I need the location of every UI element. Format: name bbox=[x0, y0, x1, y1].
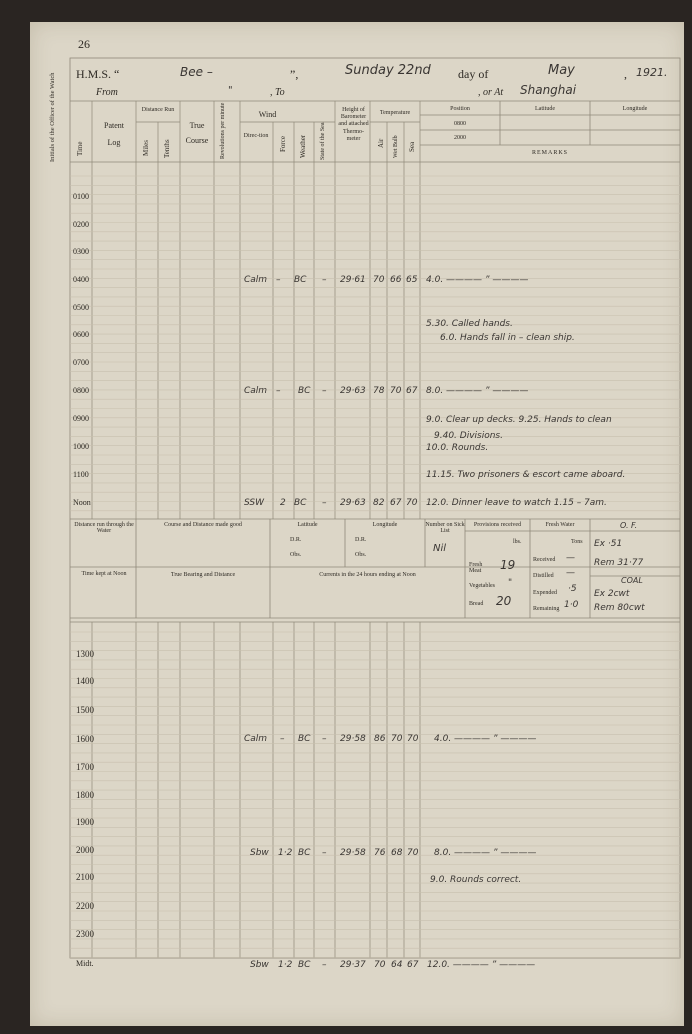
sea-state: – bbox=[322, 275, 327, 285]
year-comma: , bbox=[624, 67, 627, 81]
col-true: True bbox=[189, 121, 205, 130]
received-label: Received bbox=[533, 557, 556, 563]
temp-air: 82 bbox=[373, 498, 385, 508]
temp-wet-bulb: 68 bbox=[391, 848, 403, 858]
remark: 8.0. ———— ” ———— bbox=[434, 848, 537, 858]
bread-value: 20 bbox=[496, 594, 512, 608]
time-label: 0600 bbox=[73, 330, 89, 339]
coal-label: COAL bbox=[621, 576, 643, 585]
tons-label: Tons bbox=[571, 539, 583, 545]
col-air: Air bbox=[377, 138, 385, 148]
time-label: 0900 bbox=[73, 414, 89, 423]
log-month: May bbox=[548, 63, 575, 78]
lat-dr-label: D.R. bbox=[290, 537, 302, 543]
col-state-of-sea: State of the Sea bbox=[320, 122, 326, 160]
wind-direction: Calm bbox=[244, 275, 268, 285]
pos-0800: 0800 bbox=[454, 121, 466, 127]
time-label: 1800 bbox=[76, 790, 94, 800]
col-direction: Direc-tion bbox=[243, 133, 269, 139]
true-bearing-label: True Bearing and Distance bbox=[170, 572, 236, 578]
remark: 9.0. Clear up decks. 9.25. Hands to clean bbox=[426, 415, 612, 425]
temp-wet-bulb: 70 bbox=[391, 734, 403, 744]
wind-direction: SSW bbox=[244, 498, 265, 508]
col-sea: Sea bbox=[408, 141, 416, 152]
time-label: 0300 bbox=[73, 247, 89, 256]
temp-sea: 67 bbox=[407, 960, 419, 970]
barometer: 29·58 bbox=[340, 734, 366, 744]
temp-sea: 65 bbox=[406, 275, 418, 285]
wind-direction: Calm bbox=[244, 386, 268, 396]
temp-air: 86 bbox=[374, 734, 386, 744]
day-of-label: day of bbox=[458, 67, 489, 81]
remark: 9.0. Rounds correct. bbox=[430, 875, 522, 885]
temp-air: 76 bbox=[374, 848, 386, 858]
remark: 12.0. Dinner leave to watch 1.15 – 7am. bbox=[426, 498, 607, 508]
log-year: 1921. bbox=[636, 66, 668, 79]
remark: 4.0. ———— ” ———— bbox=[434, 734, 537, 744]
distilled-value: — bbox=[566, 568, 575, 578]
lbs-label: lbs. bbox=[513, 539, 522, 545]
temp-air: 78 bbox=[373, 386, 385, 396]
remaining-value: 1·0 bbox=[564, 600, 579, 610]
barometer: 29·61 bbox=[340, 275, 366, 285]
bread-label: Bread bbox=[469, 601, 484, 607]
temp-sea: 67 bbox=[406, 386, 418, 396]
currents-label: Currents in the 24 hours ending at Noon bbox=[319, 572, 416, 578]
distilled-label: Distilled bbox=[533, 573, 554, 579]
remark: 8.0. ———— ” ———— bbox=[426, 386, 529, 396]
col-temperature: Temperature bbox=[379, 110, 411, 116]
course-distance-label: Course and Distance made good bbox=[164, 522, 242, 528]
col-patent: Patent bbox=[104, 121, 124, 130]
pos-2000: 2000 bbox=[454, 135, 466, 141]
barometer: 29·37 bbox=[340, 960, 366, 970]
temp-air: 70 bbox=[374, 960, 386, 970]
col-latitude: Latitude bbox=[535, 106, 555, 112]
wind-force: 1·2 bbox=[278, 848, 293, 858]
temp-air: 70 bbox=[373, 275, 385, 285]
col-course: Course bbox=[185, 136, 209, 145]
col-weather: Weather bbox=[299, 134, 307, 158]
wind-force: 1·2 bbox=[278, 960, 293, 970]
long-obs-label: Obs. bbox=[355, 552, 367, 558]
remark: 12.0. ———— ” ———— bbox=[427, 960, 536, 970]
expended-value: ·5 bbox=[568, 584, 577, 594]
dist-through-water-label: Distance run through the Water bbox=[74, 522, 134, 534]
temp-wet-bulb: 66 bbox=[390, 275, 402, 285]
barometer: 29·63 bbox=[340, 498, 366, 508]
wind-force: – bbox=[276, 386, 281, 396]
time-label: 2100 bbox=[76, 872, 94, 882]
weather: BC bbox=[294, 275, 307, 285]
time-label: 1600 bbox=[76, 734, 94, 744]
col-force: Force bbox=[279, 136, 287, 152]
temp-sea: 70 bbox=[406, 498, 418, 508]
wind-force: – bbox=[276, 275, 281, 285]
sea-state: – bbox=[322, 386, 327, 396]
time-label: 2200 bbox=[76, 901, 94, 911]
coal-expended: Ex 2cwt bbox=[594, 589, 630, 599]
fresh-water-label: Fresh Water bbox=[545, 522, 575, 528]
fresh-meat-label: Fresh Meat bbox=[469, 562, 483, 574]
from-label: From bbox=[96, 87, 118, 98]
time-label: 2000 bbox=[76, 845, 94, 855]
at-value: Shanghai bbox=[520, 83, 577, 97]
remark: 10.0. Rounds. bbox=[426, 443, 489, 453]
remark: 5.30. Called hands. bbox=[426, 319, 513, 329]
remark: 11.15. Two prisoners & escort came aboard. bbox=[426, 470, 626, 480]
at-label: , or At bbox=[478, 87, 504, 98]
col-time: Time bbox=[76, 141, 84, 156]
temp-wet-bulb: 67 bbox=[390, 498, 402, 508]
lat-obs-label: Obs. bbox=[290, 552, 302, 558]
log-date: Sunday 22nd bbox=[345, 63, 431, 78]
time-label: 2300 bbox=[76, 929, 94, 939]
time-label: Noon bbox=[73, 498, 91, 507]
long-dr-label: D.R. bbox=[355, 537, 367, 543]
to-label: , To bbox=[270, 87, 285, 98]
hms-prefix: H.M.S. “ bbox=[76, 67, 120, 81]
remark: 9.40. Divisions. bbox=[434, 431, 503, 441]
col-revolutions: Revolutions per minute bbox=[220, 102, 226, 159]
coal-remaining: Rem 80cwt bbox=[594, 603, 645, 613]
temp-wet-bulb: 64 bbox=[391, 960, 403, 970]
weather: BC bbox=[298, 960, 311, 970]
col-distance-run: Distance Run bbox=[141, 107, 175, 113]
sea-state: – bbox=[322, 848, 327, 858]
wind-force: – bbox=[280, 734, 285, 744]
temp-sea: 70 bbox=[407, 848, 419, 858]
sea-state: – bbox=[322, 734, 327, 744]
col-remarks: REMARKS bbox=[531, 150, 568, 156]
close-quote: ”, bbox=[290, 67, 299, 81]
col-barometer: Height of Barometer and attached Thermo-meter bbox=[338, 107, 369, 142]
time-label: 1300 bbox=[76, 649, 94, 659]
weather: BC bbox=[298, 848, 311, 858]
weather: BC bbox=[298, 386, 311, 396]
time-label: 0200 bbox=[73, 220, 89, 229]
page-number: 26 bbox=[78, 37, 90, 51]
time-label: 1500 bbox=[76, 705, 94, 715]
vegetables-label: Vegetables bbox=[469, 583, 495, 589]
time-label: 0400 bbox=[73, 275, 89, 284]
wind-direction: Sbw bbox=[250, 848, 269, 858]
time-label: 0100 bbox=[73, 192, 89, 201]
ship-name: Bee – bbox=[180, 65, 213, 79]
provisions-label: Provisions received bbox=[473, 522, 522, 528]
time-label: 1100 bbox=[73, 470, 89, 479]
col-wet-bulb: Wet Bulb bbox=[393, 135, 399, 158]
sea-state: – bbox=[322, 960, 327, 970]
time-label: 0800 bbox=[73, 386, 89, 395]
expended-label: Expended bbox=[533, 590, 557, 596]
col-position: Position bbox=[450, 106, 470, 112]
remark: 4.0. ———— ” ———— bbox=[426, 275, 529, 285]
time-label: 0500 bbox=[73, 303, 89, 312]
barometer: 29·63 bbox=[340, 386, 366, 396]
col-longitude: Longitude bbox=[622, 106, 648, 112]
temp-sea: 70 bbox=[407, 734, 419, 744]
from-value: " bbox=[228, 85, 233, 96]
vegetables-value: " bbox=[508, 578, 513, 588]
time-label: 1000 bbox=[73, 442, 89, 451]
time-label: 1700 bbox=[76, 762, 94, 772]
oil-fuel-label: O. F. bbox=[620, 521, 638, 530]
col-log: Log bbox=[107, 138, 121, 147]
time-label: 0700 bbox=[73, 358, 89, 367]
barometer: 29·58 bbox=[340, 848, 366, 858]
wind-force: 2 bbox=[280, 498, 286, 508]
sea-state: – bbox=[322, 498, 327, 508]
remark: 6.0. Hands fall in – clean ship. bbox=[440, 333, 575, 343]
wind-direction: Calm bbox=[244, 734, 268, 744]
weather: BC bbox=[298, 734, 311, 744]
time-kept-label: Time kept at Noon bbox=[81, 571, 127, 577]
time-label: 1400 bbox=[76, 676, 94, 686]
fresh-meat-value: 19 bbox=[500, 558, 516, 572]
weather: BC bbox=[294, 498, 307, 508]
col-wind: Wind bbox=[258, 110, 277, 119]
margin-label: Initials of the Officer of the Watch bbox=[49, 72, 56, 162]
longitude-label: Longitude bbox=[372, 522, 398, 528]
temp-wet-bulb: 70 bbox=[390, 386, 402, 396]
remaining-label: Remaining bbox=[533, 606, 560, 612]
wind-direction: Sbw bbox=[250, 960, 269, 970]
latitude-label: Latitude bbox=[297, 522, 318, 528]
col-miles: Miles bbox=[142, 140, 150, 156]
received-value: — bbox=[566, 553, 575, 563]
oil-fuel-remaining: Rem 31·77 bbox=[594, 558, 644, 568]
sick-list-value: Nil bbox=[433, 543, 447, 554]
oil-fuel-expended: Ex ·51 bbox=[594, 539, 623, 549]
sick-list-label: Number on Sick List bbox=[425, 522, 465, 534]
time-label: Midt. bbox=[76, 959, 94, 968]
col-tenths: Tenths bbox=[163, 139, 171, 158]
time-label: 1900 bbox=[76, 817, 94, 827]
